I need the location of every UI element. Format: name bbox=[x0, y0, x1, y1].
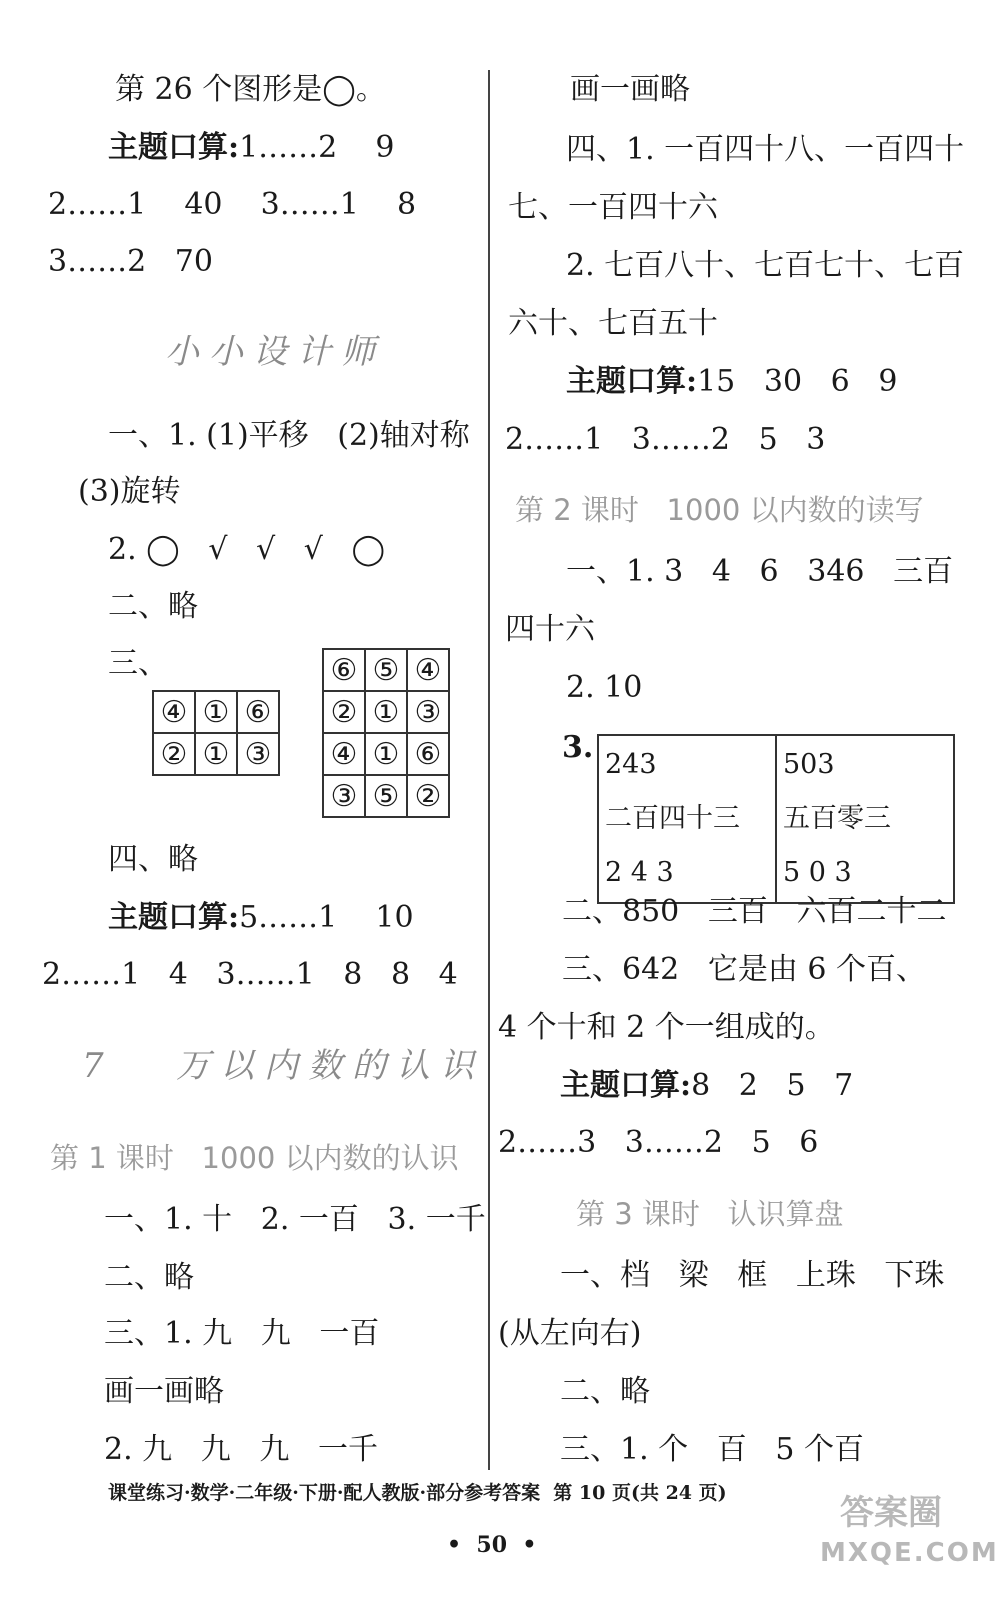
left-line-16: 画一画略 bbox=[104, 1374, 224, 1409]
right-line-9: 四十六 bbox=[505, 612, 595, 647]
right-line-11: 3. bbox=[562, 730, 594, 765]
left-line-10: 四、略 bbox=[108, 842, 198, 877]
mental-math-row-1 bbox=[108, 128, 394, 168]
footer-text: 课堂练习·数学·二年级·下册·配人教版·部分参考答案 第 10 页(共 24 页) bbox=[108, 1482, 727, 1504]
grid-cell: ① bbox=[365, 691, 407, 733]
circled-grid-large bbox=[322, 648, 450, 818]
mental-math-label: 主题口算: bbox=[108, 900, 240, 935]
page-number: • 50 • bbox=[447, 1532, 537, 1558]
right-line-10: 2. 10 bbox=[566, 670, 643, 705]
table-cell bbox=[776, 735, 954, 903]
circled-grid-small bbox=[152, 690, 280, 776]
grid-cell: ① bbox=[195, 691, 237, 733]
lesson-2-title: 第 2 课时 1000 以内数的读写 bbox=[515, 493, 924, 527]
left-line-7: 2. ◯ √ √ √ ◯ bbox=[108, 532, 386, 567]
grid-cell: ② bbox=[407, 775, 449, 817]
mental-math-row-3 bbox=[566, 362, 897, 402]
right-line-20: 三、1. 个 百 5 个百 bbox=[560, 1432, 864, 1467]
mental-math-values: 5……1 10 bbox=[239, 900, 414, 935]
right-line-13: 三、642 它是由 6 个百、 bbox=[562, 952, 927, 987]
left-line-9: 三、 bbox=[108, 646, 168, 681]
right-line-5: 六十、七百五十 bbox=[508, 306, 718, 341]
left-line-5: 一、1. (1)平移 (2)轴对称 bbox=[108, 418, 470, 453]
lesson-1-title: 第 1 课时 1000 以内数的认识 bbox=[50, 1141, 459, 1175]
lesson-3-title: 第 3 课时 认识算盘 bbox=[576, 1197, 844, 1231]
grid-cell: ⑥ bbox=[323, 649, 365, 691]
column-divider bbox=[488, 70, 490, 1470]
grid-cell: ③ bbox=[407, 691, 449, 733]
table-cell bbox=[598, 735, 776, 903]
right-line-16: 2……3 3……2 5 6 bbox=[498, 1125, 819, 1160]
right-line-18: (从左向右) bbox=[498, 1316, 642, 1351]
right-line-12: 二、850 三百 六百二十二 bbox=[562, 894, 947, 929]
left-line-13: 一、1. 十 2. 一百 3. 一千 bbox=[104, 1202, 486, 1237]
read-write-table bbox=[597, 734, 955, 904]
grid-cell: ④ bbox=[323, 733, 365, 775]
left-line-6: (3)旋转 bbox=[78, 474, 181, 509]
grid-cell: ③ bbox=[323, 775, 365, 817]
grid-cell: ⑤ bbox=[365, 649, 407, 691]
left-line-8: 二、略 bbox=[108, 589, 198, 624]
grid-cell: ③ bbox=[237, 733, 279, 775]
left-line-12: 2……1 4 3……1 8 8 4 bbox=[42, 957, 458, 992]
grid-cell: ⑥ bbox=[407, 733, 449, 775]
left-line-17: 2. 九 九 九 一千 bbox=[104, 1432, 378, 1467]
cell-number: 243 bbox=[605, 749, 657, 780]
right-line-3: 七、一百四十六 bbox=[508, 190, 718, 225]
right-line-4: 2. 七百八十、七百七十、七百 bbox=[566, 248, 965, 283]
grid-cell: ① bbox=[195, 733, 237, 775]
left-line-4: 3……2 70 bbox=[48, 244, 213, 279]
section-title-numbers: 7 万以内数的认识 bbox=[82, 1046, 485, 1086]
mental-math-values: 1……2 9 bbox=[239, 130, 395, 165]
mental-math-label: 主题口算: bbox=[566, 364, 698, 399]
cell-word: 二百四十三 bbox=[605, 803, 740, 834]
cell-digits: 2 4 3 bbox=[605, 857, 674, 888]
mental-math-values: 8 2 5 7 bbox=[691, 1068, 854, 1103]
grid-cell: ⑤ bbox=[365, 775, 407, 817]
left-line-15: 三、1. 九 九 一百 bbox=[104, 1316, 380, 1351]
grid-cell: ② bbox=[323, 691, 365, 733]
watermark-logo: 答案圈 bbox=[840, 1493, 942, 1533]
grid-cell: ④ bbox=[407, 649, 449, 691]
mental-math-row-4 bbox=[560, 1066, 853, 1106]
cell-digits: 5 0 3 bbox=[783, 857, 852, 888]
grid-cell: ② bbox=[153, 733, 195, 775]
right-line-17: 一、档 梁 框 上珠 下珠 bbox=[560, 1258, 945, 1293]
right-line-14: 4 个十和 2 个一组成的。 bbox=[498, 1010, 835, 1045]
right-line-1: 画一画略 bbox=[570, 72, 690, 107]
right-line-19: 二、略 bbox=[560, 1374, 650, 1409]
mental-math-label: 主题口算: bbox=[560, 1068, 692, 1103]
watermark-url: MXQE.COM bbox=[820, 1538, 999, 1568]
cell-number: 503 bbox=[783, 749, 835, 780]
grid-cell: ④ bbox=[153, 691, 195, 733]
left-line-1: 第 26 个图形是◯。 bbox=[115, 72, 386, 107]
grid-cell: ① bbox=[365, 733, 407, 775]
section-title-designer: 小小设计师 bbox=[165, 332, 385, 372]
right-line-7: 2……1 3……2 5 3 bbox=[505, 422, 826, 457]
left-line-14: 二、略 bbox=[104, 1260, 194, 1295]
mental-math-values: 15 30 6 9 bbox=[697, 364, 898, 399]
mental-math-label: 主题口算: bbox=[108, 130, 240, 165]
left-line-3: 2……1 40 3……1 8 bbox=[48, 187, 417, 222]
cell-word: 五百零三 bbox=[783, 803, 891, 834]
right-line-8: 一、1. 3 4 6 346 三百 bbox=[566, 554, 954, 589]
right-line-2: 四、1. 一百四十八、一百四十 bbox=[566, 132, 965, 167]
grid-cell: ⑥ bbox=[237, 691, 279, 733]
mental-math-row-2 bbox=[108, 898, 414, 938]
